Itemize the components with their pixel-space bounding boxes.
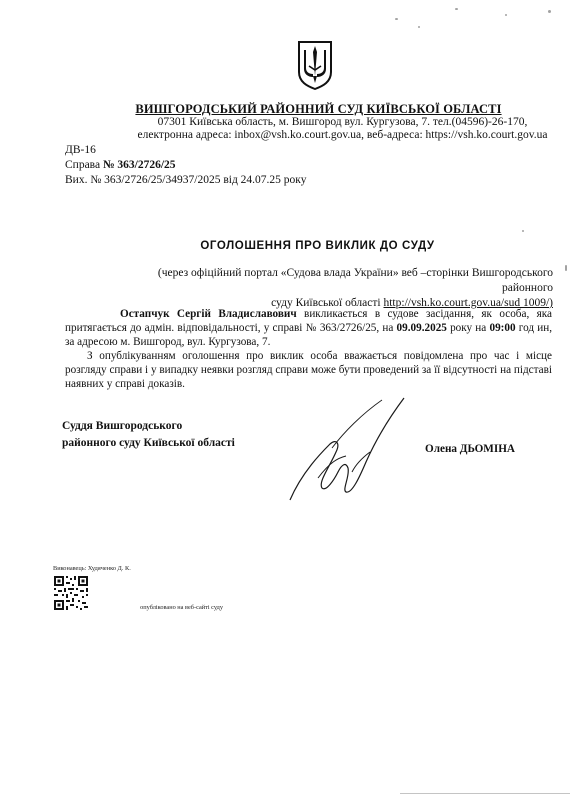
form-code: ДВ-16 bbox=[65, 144, 96, 156]
website-note: опубліковано на веб-сайті суду bbox=[140, 604, 223, 611]
case-number: Справа № 363/2726/25 bbox=[65, 159, 176, 171]
scan-edge bbox=[400, 793, 570, 794]
scan-speck bbox=[548, 10, 551, 13]
judge-title: Суддя Вишгородського районного суду Київської області bbox=[62, 420, 235, 449]
executor-note: Виконавець: Худяченко Д. К. bbox=[53, 565, 131, 572]
judge-name: Олена ДЬОМІНА bbox=[425, 443, 515, 455]
court-contacts: електронна адреса: inbox@vsh.ko.court.gov.ua, веб-адреса: https://vsh.ko.court.gov.ua bbox=[137, 129, 548, 141]
court-website-link[interactable]: http://vsh.ko.court.gov.ua/sud 1009/) bbox=[383, 297, 553, 309]
hearing-time: 09:00 bbox=[489, 321, 516, 334]
portal-note: (через офіційний портал «Судова влада України» веб –сторінки Вишгородського районного суду Київської області http://vsh.ko.court.gov.ua/sud 1009/) bbox=[157, 267, 553, 309]
scan-speck bbox=[565, 265, 567, 271]
scan-speck bbox=[418, 26, 420, 28]
scan-speck bbox=[505, 14, 507, 16]
summons-paragraph: Остапчук Сергій Владиславович викликається в судове засідання, як особа, яка притягається до адмін. відповідальності, у справі № 363/2726/25, на 09.09.2025 року на 09:00 год ин, за адресою м. Вишгород, вул. Кургузова, 7. bbox=[65, 308, 553, 348]
court-name: ВИШГОРОДСЬКИЙ РАЙОННИЙ СУД КИЇВСЬКОЇ ОБЛАСТІ bbox=[135, 102, 502, 116]
scan-speck bbox=[522, 230, 524, 232]
notice-paragraph: З опублікуванням оголошення про виклик особа вважається повідомлена про час і місце розгляду справи і у випадку неявки розгляд справи може бути проведений за її відсутності на підставі наявних у справі доказів. bbox=[65, 350, 552, 390]
document-title: ОГОЛОШЕННЯ ПРО ВИКЛИК ДО СУДУ bbox=[200, 240, 435, 252]
outgoing-number: Вих. № 363/2726/25/34937/2025 від 24.07.25 року bbox=[65, 174, 307, 186]
person-name: Остапчук Сергій Владиславович bbox=[120, 308, 297, 320]
scan-speck bbox=[455, 8, 458, 10]
hearing-date: 09.09.2025 bbox=[396, 321, 447, 334]
scan-speck bbox=[395, 18, 398, 20]
trident-coat-of-arms-icon bbox=[297, 40, 333, 90]
judge-signature bbox=[282, 392, 412, 512]
court-address: 07301 Київська область, м. Вишгород вул. Кургузова, 7. тел.(04596)-26-170, bbox=[157, 116, 528, 128]
